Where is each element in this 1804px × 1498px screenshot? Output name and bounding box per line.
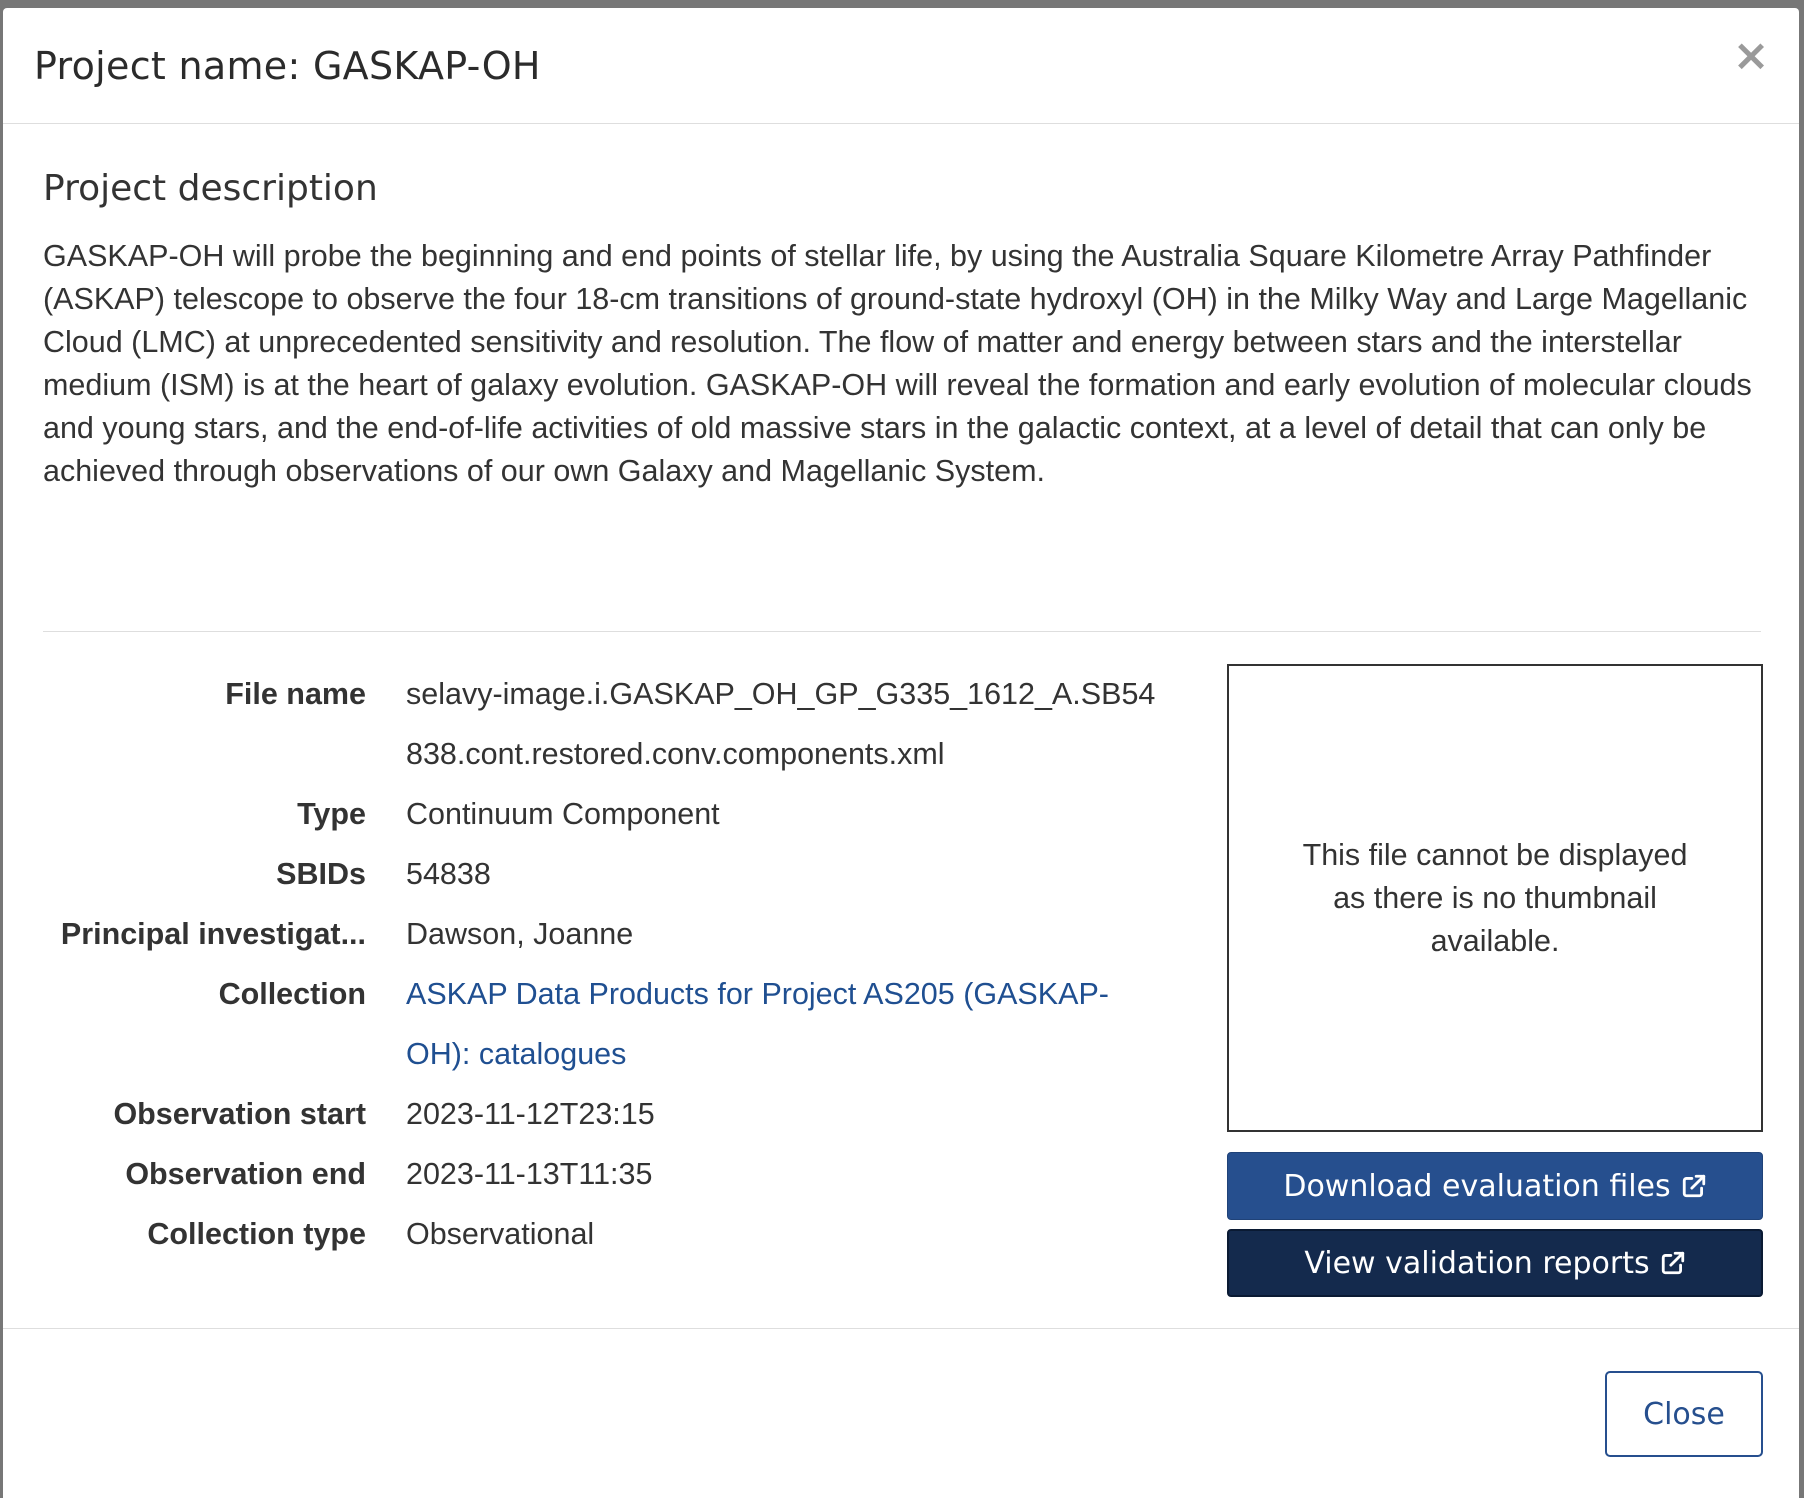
collection-link[interactable]: ASKAP Data Products for Project AS205 (GASKAP-OH): catalogues xyxy=(406,977,1109,1071)
validate-button-label: View validation reports xyxy=(1304,1245,1650,1281)
property-value: Observational xyxy=(406,1217,595,1251)
property-value: 54838 xyxy=(406,857,491,891)
property-row-observation-end xyxy=(43,1144,1173,1204)
project-modal xyxy=(3,8,1799,1498)
property-label: Principal investigat... xyxy=(60,917,366,951)
modal-title: Project name: GASKAP-OH xyxy=(34,44,541,88)
property-label: File name xyxy=(225,677,366,711)
property-label: Observation start xyxy=(113,1097,366,1131)
modal-footer xyxy=(3,1328,1799,1498)
thumbnail-placeholder xyxy=(1227,664,1763,1132)
description-heading: Project description xyxy=(43,168,378,209)
property-row-type xyxy=(43,784,1173,844)
divider xyxy=(43,631,1761,632)
property-value: 2023-11-12T23:15 xyxy=(406,1097,655,1131)
download-button-label: Download evaluation files xyxy=(1283,1168,1671,1204)
property-label: SBIDs xyxy=(276,857,366,891)
property-label: Observation end xyxy=(125,1157,366,1191)
property-row-collection-type xyxy=(43,1204,1173,1264)
download-evaluation-files-button[interactable] xyxy=(1227,1152,1763,1220)
property-value: 2023-11-13T11:35 xyxy=(406,1157,653,1191)
property-label: Type xyxy=(297,797,366,831)
properties-list xyxy=(43,664,1173,1264)
property-row-file-name xyxy=(43,664,1173,784)
property-label: Collection type xyxy=(147,1217,366,1251)
property-row-observation-start xyxy=(43,1084,1173,1144)
external-link-icon xyxy=(1681,1173,1707,1199)
property-label: Collection xyxy=(218,977,366,1011)
close-icon[interactable]: × xyxy=(1732,30,1770,81)
property-value: Dawson, Joanne xyxy=(406,917,634,951)
description-text: GASKAP-OH will probe the beginning and end points of stellar life, by using the Australia Square Kilometre Array Pathfinder (ASKAP) telescope to observe the four 18-cm transitions of ground-state hydroxyl (OH) in the Milky Way and Large Magellanic Cloud (LMC) at unprecedented sensitivity and resolution. The flow of matter and energy between stars and the interstellar medium (ISM) is at the heart of galaxy evolution. GASKAP-OH will reveal the formation and early evolution of molecular clouds and young stars, and the end-of-life activities of old massive stars in the galactic context, at a level of detail that can only be achieved through observations of our own Galaxy and Magellanic System. xyxy=(43,239,1752,488)
property-row-principal-investigator xyxy=(43,904,1173,964)
external-link-icon xyxy=(1660,1250,1686,1276)
property-value: Continuum Component xyxy=(406,797,720,831)
property-value: selavy-image.i.GASKAP_OH_GP_G335_1612_A.SB54838.cont.restored.conv.components.xml xyxy=(406,677,1156,771)
property-row-collection xyxy=(43,964,1173,1084)
close-button[interactable]: Close xyxy=(1605,1371,1763,1457)
thumbnail-message: This file cannot be displayed as there is no thumbnail available. xyxy=(1302,837,1688,958)
modal-header xyxy=(3,8,1799,124)
view-validation-reports-button[interactable] xyxy=(1227,1229,1763,1297)
property-row-sbids xyxy=(43,844,1173,904)
